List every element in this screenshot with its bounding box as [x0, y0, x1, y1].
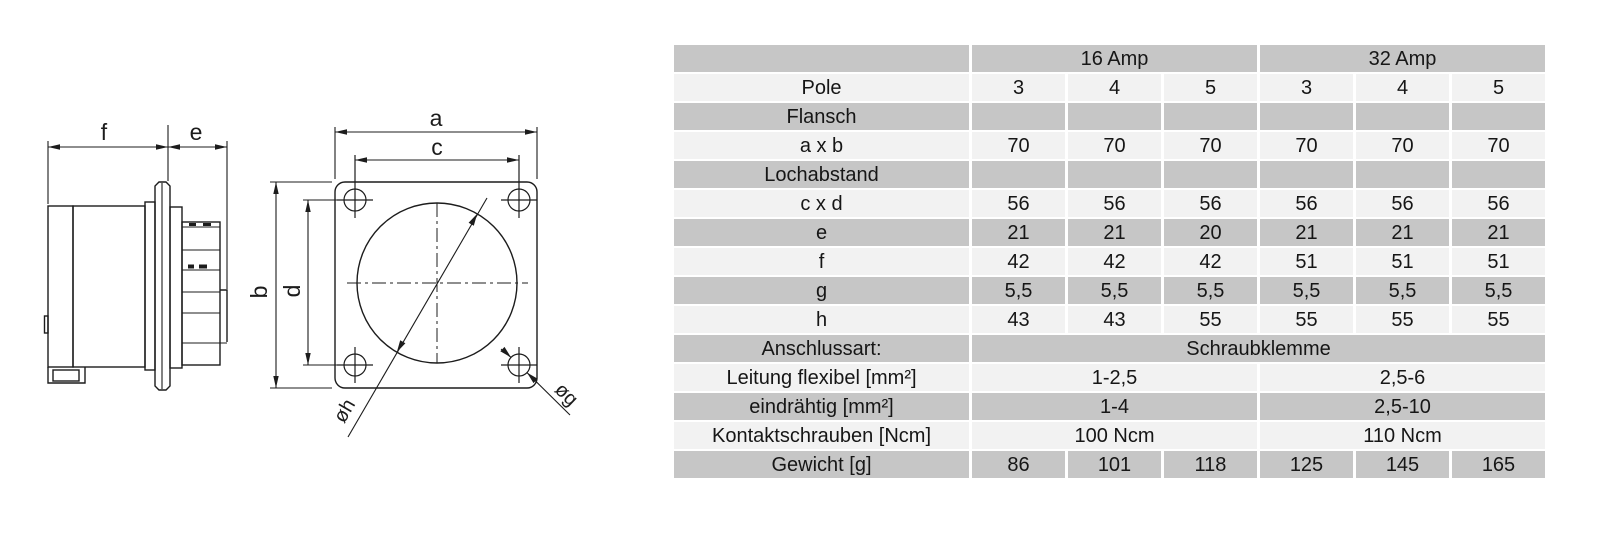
cell-value: 4	[1068, 74, 1161, 101]
row-label: Pole	[674, 74, 969, 101]
cell-value: 101	[1068, 451, 1161, 478]
dim-label-b: b	[246, 285, 272, 299]
side-step	[220, 290, 227, 342]
cell-value: 56	[1260, 190, 1353, 217]
cell-value: 56	[1356, 190, 1449, 217]
row-axb	[674, 132, 1545, 159]
row-label: a x b	[674, 132, 969, 159]
cell-value: 56	[1164, 190, 1257, 217]
cell-empty	[1452, 103, 1545, 130]
cell-empty	[1356, 103, 1449, 130]
cell-value: 70	[1260, 132, 1353, 159]
cell-value: 70	[972, 132, 1065, 159]
dim-label-e: e	[189, 119, 203, 145]
cell-value: 70	[1452, 132, 1545, 159]
header-16amp: 16 Amp	[972, 45, 1257, 72]
cell-value: 55	[1260, 306, 1353, 333]
row-label: f	[674, 248, 969, 275]
cell-value: 56	[972, 190, 1065, 217]
row-anschlussart	[674, 335, 1545, 362]
row-pole	[674, 74, 1545, 101]
cell-value: 42	[972, 248, 1065, 275]
row-label: Kontaktschrauben [Ncm]	[674, 422, 969, 449]
dim-label-f: f	[100, 119, 108, 145]
row-flansch	[674, 103, 1545, 130]
technical-drawing	[0, 0, 660, 533]
cell-value: 5,5	[1356, 277, 1449, 304]
cell-value: 5	[1452, 74, 1545, 101]
side-collar	[170, 207, 182, 368]
cell-value-16amp: 1-4	[972, 393, 1257, 420]
row-label: g	[674, 277, 969, 304]
row-cxd	[674, 190, 1545, 217]
cell-value: 21	[972, 219, 1065, 246]
side-main-body	[73, 206, 145, 367]
cell-value: 55	[1164, 306, 1257, 333]
row-g	[674, 277, 1545, 304]
cell-empty	[1452, 161, 1545, 188]
cell-value: 5	[1164, 74, 1257, 101]
cell-value: 56	[1452, 190, 1545, 217]
cell-value: 20	[1164, 219, 1257, 246]
side-dimensions	[48, 119, 227, 289]
cell-empty	[972, 103, 1065, 130]
row-f	[674, 248, 1545, 275]
row-label: c x d	[674, 190, 969, 217]
row-lochabstand	[674, 161, 1545, 188]
cell-value: 86	[972, 451, 1065, 478]
header-32amp: 32 Amp	[1260, 45, 1545, 72]
cell-value: 55	[1452, 306, 1545, 333]
cell-value: 55	[1356, 306, 1449, 333]
dim-label-a: a	[429, 105, 443, 131]
row-h	[674, 306, 1545, 333]
cell-value: 145	[1356, 451, 1449, 478]
cell-value: 51	[1260, 248, 1353, 275]
row-amp-header	[674, 45, 1545, 72]
cell-value-32amp: 110 Ncm	[1260, 422, 1545, 449]
cell-anschlussart-value: Schraubklemme	[972, 335, 1545, 362]
row-eindraehtig	[674, 393, 1545, 420]
cell-value: 51	[1452, 248, 1545, 275]
dia-label-h: øh	[329, 395, 361, 427]
section-label: Lochabstand	[674, 161, 969, 188]
cell-value: 42	[1164, 248, 1257, 275]
cell-value: 56	[1068, 190, 1161, 217]
cell-value-32amp: 2,5-10	[1260, 393, 1545, 420]
cell-value: 5,5	[1068, 277, 1161, 304]
dia-line-h	[348, 198, 487, 437]
cell-value: 70	[1356, 132, 1449, 159]
row-label: h	[674, 306, 969, 333]
cell-empty	[1068, 161, 1161, 188]
side-foot-notch	[53, 370, 79, 381]
section-label: Flansch	[674, 103, 969, 130]
row-leitung-flexibel	[674, 364, 1545, 391]
cell-value: 5,5	[1452, 277, 1545, 304]
row-gewicht	[674, 451, 1545, 478]
row-label: eindrähtig [mm²]	[674, 393, 969, 420]
cell-value: 118	[1164, 451, 1257, 478]
cell-value: 42	[1068, 248, 1161, 275]
cell-value: 43	[972, 306, 1065, 333]
side-rear-cover	[48, 206, 73, 367]
row-label: Anschlussart:	[674, 335, 969, 362]
row-e	[674, 219, 1545, 246]
row-label: Leitung flexibel [mm²]	[674, 364, 969, 391]
cell-value: 21	[1260, 219, 1353, 246]
dia-label-g: øg	[550, 378, 583, 411]
cell-empty	[1164, 161, 1257, 188]
cell-value-16amp: 1-2,5	[972, 364, 1257, 391]
cell-value: 3	[1260, 74, 1353, 101]
row-label: Gewicht [g]	[674, 451, 969, 478]
cell-value: 165	[1452, 451, 1545, 478]
cell-value: 3	[972, 74, 1065, 101]
dim-label-c: c	[431, 134, 443, 160]
cell-value: 21	[1068, 219, 1161, 246]
cell-empty	[1356, 161, 1449, 188]
cell-corner-blank	[674, 45, 969, 72]
cell-value: 5,5	[1260, 277, 1353, 304]
cell-empty	[1260, 161, 1353, 188]
cell-value: 43	[1068, 306, 1161, 333]
cell-empty	[1068, 103, 1161, 130]
cell-value: 4	[1356, 74, 1449, 101]
side-view	[45, 182, 228, 390]
cell-value: 51	[1356, 248, 1449, 275]
spec-table-wrap	[671, 43, 1548, 480]
side-ring	[145, 202, 155, 370]
cell-value: 21	[1452, 219, 1545, 246]
row-label: e	[674, 219, 969, 246]
cell-value: 21	[1356, 219, 1449, 246]
spec-table	[671, 43, 1548, 480]
cell-value: 70	[1164, 132, 1257, 159]
cell-empty	[972, 161, 1065, 188]
row-kontaktschrauben	[674, 422, 1545, 449]
cell-empty	[1260, 103, 1353, 130]
cell-value-16amp: 100 Ncm	[972, 422, 1257, 449]
cell-value: 70	[1068, 132, 1161, 159]
dim-label-d: d	[279, 284, 305, 298]
cell-value: 125	[1260, 451, 1353, 478]
cell-value: 5,5	[972, 277, 1065, 304]
cell-value: 5,5	[1164, 277, 1257, 304]
cell-empty	[1164, 103, 1257, 130]
cell-value-32amp: 2,5-6	[1260, 364, 1545, 391]
